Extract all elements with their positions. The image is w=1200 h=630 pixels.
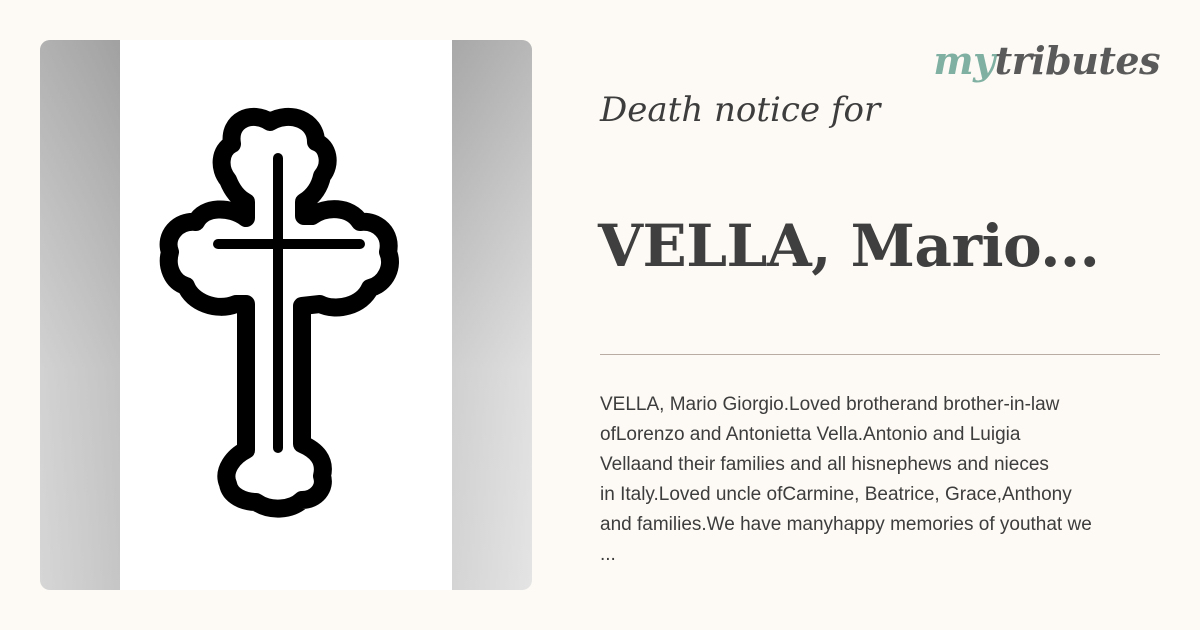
notice-excerpt: VELLA, Mario Giorgio.Loved brotherand brother-in-law ofLorenzo and Antonietta Vella.Antonio and Luigia Vellaand their families and all hisnephews and nieces in Italy.Loved uncle ofCarmine, Beatrice, Grace,Anthony and families.We have manyhappy memories of youthat we ... — [600, 394, 1092, 565]
notice-subtitle: Death notice for — [600, 90, 881, 130]
mytributes-logo[interactable] — [933, 38, 1160, 83]
image-shade-left — [40, 40, 120, 590]
logo-prefix: my — [933, 38, 995, 83]
orthodox-cross-icon — [120, 40, 452, 590]
image-shade-right — [452, 40, 532, 590]
notice-image — [40, 40, 532, 590]
deceased-name: VELLA, Mario... — [598, 212, 1100, 280]
divider — [600, 354, 1160, 355]
logo-suffix: tributes — [994, 38, 1160, 83]
cross-image-frame — [120, 40, 452, 590]
